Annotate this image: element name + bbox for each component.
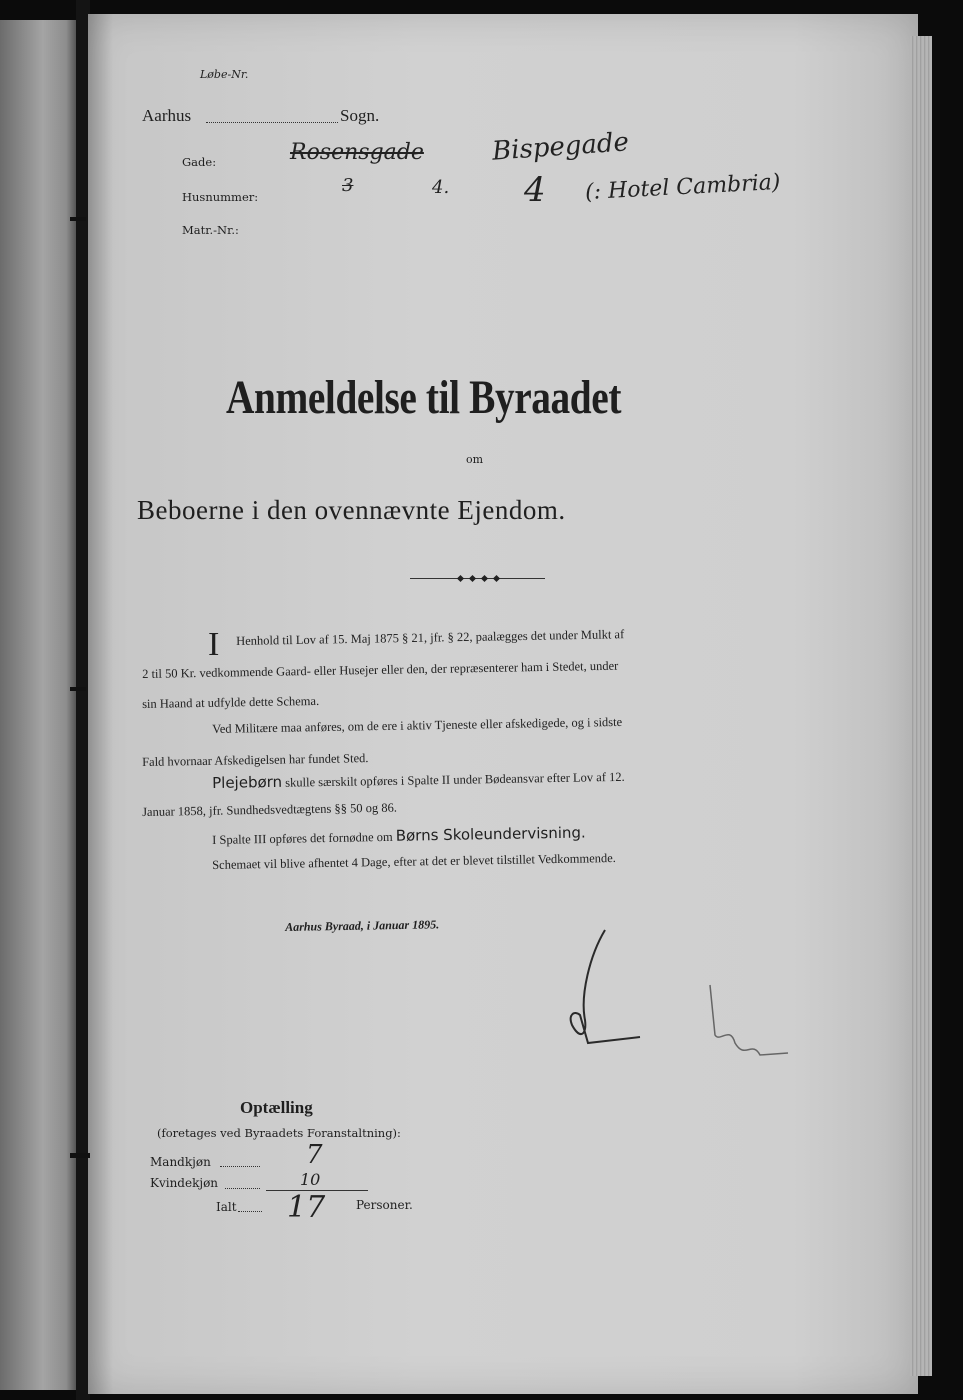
sogn-label: Sogn. xyxy=(340,106,380,125)
husnummer-label: Husnummer: xyxy=(182,190,259,204)
husnummer-value: 4 xyxy=(524,170,546,210)
page-subtitle: Beboerne i den ovennævnte Ejendom. xyxy=(137,495,566,525)
gade-label: Gade: xyxy=(182,155,217,169)
female-value: 10 xyxy=(300,1170,321,1189)
gade-value: Bispegade xyxy=(491,127,630,167)
gade-struck-value: Rosensgade xyxy=(290,140,424,165)
body-line: Henhold til Lov af 15. Maj 1875 § 21, jfr. § 22, paalægges det under Mulkt af xyxy=(236,627,625,648)
count-subheading: (foretages ved Byraadets Foranstaltning): xyxy=(157,1126,401,1140)
persons-label: Personer. xyxy=(356,1198,413,1212)
binding-stitch xyxy=(70,217,86,221)
page-title: Anmeldelse til Byraadet xyxy=(226,371,622,424)
matr-nr-label: Matr.-Nr.: xyxy=(182,223,239,237)
total-label: Ialt xyxy=(216,1200,237,1214)
male-dots xyxy=(220,1166,260,1167)
total-value: 17 xyxy=(287,1190,326,1225)
sogn-dotted-line xyxy=(206,122,338,123)
city-label: Aarhus xyxy=(142,106,192,125)
husnummer-note: (: Hotel Cambria) xyxy=(584,169,781,206)
husnummer-struck-value: 3 xyxy=(342,175,354,196)
body-line: sin Haand at udfylde dette Schema. xyxy=(142,693,320,711)
drop-initial: I xyxy=(208,626,220,663)
body-line: Januar 1858, jfr. Sundhedsvedtægtens §§ 50 og 86. xyxy=(142,800,398,819)
male-value: 7 xyxy=(306,1140,323,1170)
title-om: om xyxy=(466,453,484,466)
female-dots xyxy=(225,1188,260,1189)
female-label: Kvindekjøn xyxy=(150,1176,219,1190)
body-line: 2 til 50 Kr. vedkommende Gaard- eller Husejer eller den, der repræsenterer ham i Stedet, under xyxy=(142,658,619,681)
body-line: Schemaet vil blive afhentet 4 Dage, efter at det er blevet tilstillet Vedkommende. xyxy=(212,850,616,872)
signature-line: Aarhus Byraad, i Januar 1895. xyxy=(285,917,440,934)
body-line-text: skulle særskilt opføres i Spalte II under Bødeansvar efter Lov af 12. xyxy=(285,769,625,790)
body-emphasis: Plejebørn xyxy=(212,772,283,792)
ornament-divider xyxy=(410,577,545,581)
body-line: Ved Militære maa anføres, om de ere i aktiv Tjeneste eller afskedigede, og i sidste xyxy=(212,714,623,736)
husnummer-old-value: 4. xyxy=(432,177,450,198)
binding-stitch xyxy=(70,687,86,691)
handwritten-signature xyxy=(560,925,800,1075)
count-heading: Optælling xyxy=(240,1098,313,1117)
total-dots xyxy=(238,1211,262,1212)
page-stack-edges xyxy=(910,36,932,1376)
male-label: Mandkjøn xyxy=(150,1155,211,1169)
binding-stitch xyxy=(70,1153,90,1158)
facing-page-edge xyxy=(0,20,78,1390)
body-line: Fald hvornaar Afskedigelsen har fundet Sted. xyxy=(142,751,369,769)
body-line-text: I Spalte III opføres det fornødne om xyxy=(212,829,393,847)
body-emphasis: Børns Skoleundervisning. xyxy=(395,823,586,845)
lobe-nr-label: Løbe-Nr. xyxy=(200,68,249,81)
